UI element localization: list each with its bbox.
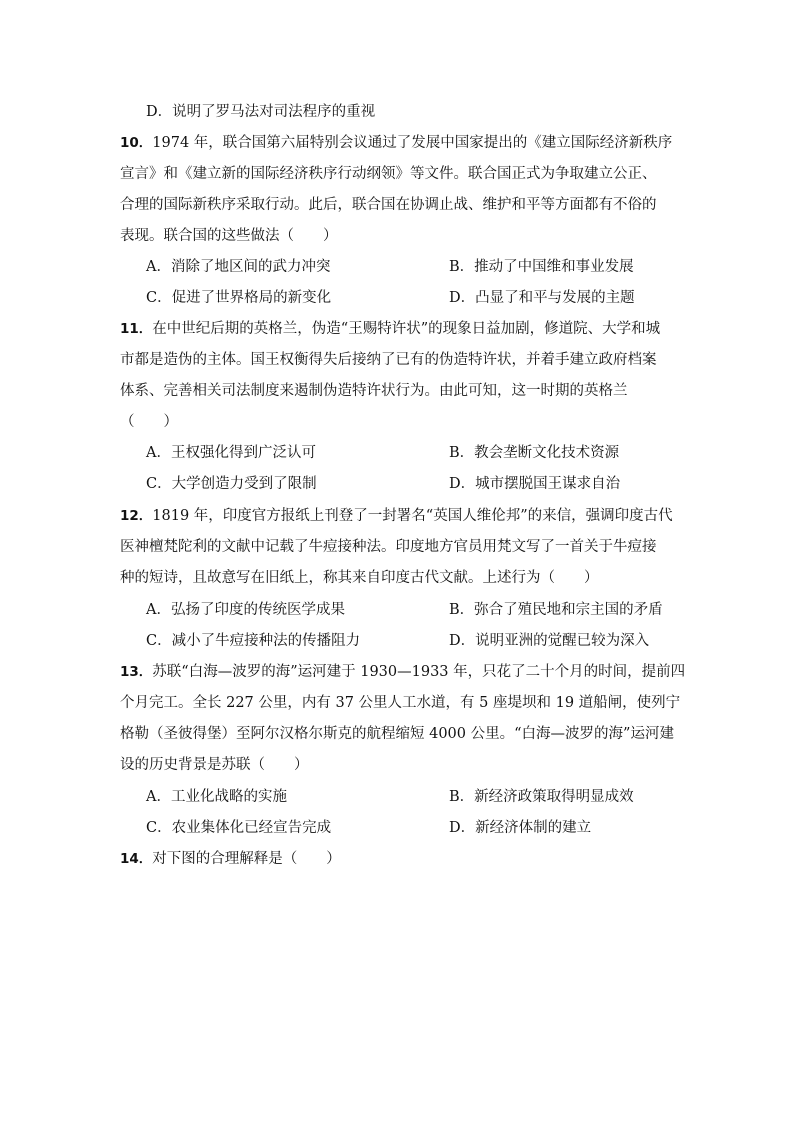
q12-line-1 (120, 506, 680, 526)
q11-line-1 (120, 319, 680, 339)
q10-line-4: 表现。联合国的这些做法（ ） (120, 228, 338, 244)
q12-option-d: D．说明亚洲的觉醒已较为深入 (449, 633, 650, 649)
q11-number: 11． (120, 321, 153, 337)
q10-text-1: 1974 年，联合国第六届特别会议通过了发展中国家提出的《建立国际经济新秩序 (152, 135, 673, 151)
q10-line-1 (120, 133, 680, 153)
q10-number: 10． (120, 135, 153, 151)
q10-option-d: D．凸显了和平与发展的主题 (449, 290, 635, 306)
q10-option-c: C．促进了世界格局的新变化 (146, 290, 332, 306)
q12-line-3: 种的短诗，且故意写在旧纸上，称其来自印度古代文献。上述行为（ ） (120, 570, 599, 586)
q11-text-1: 在中世纪后期的英格兰，伪造“王赐特许状”的现象日益加剧，修道院、大学和城 (152, 321, 661, 337)
q13-option-d: D．新经济体制的建立 (449, 820, 592, 836)
q11-option-d: D．城市摆脱国王谋求自治 (449, 476, 621, 492)
q12-line-2: 医神檀梵陀利的文献中记载了牛痘接种法。印度地方官员用梵文写了一首关于牛痘接 (120, 539, 657, 555)
q11-line-4: （ ） (120, 414, 178, 430)
q11-line-3: 体系、完善相关司法制度来遏制伪造特许状行为。由此可知，这一时期的英格兰 (120, 383, 628, 399)
q12-option-c: C．减小了牛痘接种法的传播阻力 (146, 633, 361, 649)
q13-line-3: 格勒（圣彼得堡）至阿尔汉格尔斯克的航程缩短 4000 公里。“白海—波罗的海”运河建 (120, 726, 674, 742)
q13-line-4: 设的历史背景是苏联（ ） (120, 757, 309, 773)
q14-text-1: 对下图的合理解释是（ ） (152, 851, 341, 867)
q13-option-b: B．新经济政策取得明显成效 (449, 789, 634, 805)
q13-text-1: 苏联“白海—波罗的海”运河建于 1930—1933 年，只花了二十个月的时间，提前四 (152, 664, 686, 680)
q14-number: 14． (120, 851, 153, 867)
q11-option-c: C．大学创造力受到了限制 (146, 476, 317, 492)
q10-line-3: 合理的国际新秩序采取行动。此后，联合国在协调止战、维护和平等方面都有不俗的 (120, 197, 657, 213)
q12-text-1: 1819 年，印度官方报纸上刊登了一封署名“英国人维伦邦”的来信，强调印度古代 (152, 508, 673, 524)
q10-option-a: A．消除了地区间的武力冲突 (146, 259, 331, 275)
q14-line-1 (120, 849, 680, 869)
q13-line-2: 个月完工。全长 227 公里，内有 37 公里人工水道，有 5 座堤坝和 19 道船闸，使列宁 (120, 695, 681, 711)
q11-line-2: 市都是造伪的主体。国王权衡得失后接纳了已有的伪造特许状，并着手建立政府档案 (120, 352, 657, 368)
q11-option-a: A．王权强化得到广泛认可 (146, 445, 316, 461)
q13-number: 13． (120, 664, 153, 680)
q13-line-1 (120, 662, 686, 682)
q12-number: 12． (120, 508, 153, 524)
q12-option-b: B．弥合了殖民地和宗主国的矛盾 (449, 602, 663, 618)
q13-option-a: A．工业化战略的实施 (146, 789, 287, 805)
q11-option-b: B．教会垄断文化技术资源 (449, 445, 620, 461)
q10-option-b: B．推动了中国维和事业发展 (449, 259, 634, 275)
q10-line-2: 宣言》和《建立新的国际经济秩序行动纲领》等文件。联合国正式为争取建立公正、 (120, 166, 657, 182)
q12-option-a: A．弘扬了印度的传统医学成果 (146, 602, 345, 618)
q13-option-c: C．农业集体化已经宣告完成 (146, 820, 332, 836)
q9-option-d: D．说明了罗马法对司法程序的重视 (146, 104, 376, 120)
